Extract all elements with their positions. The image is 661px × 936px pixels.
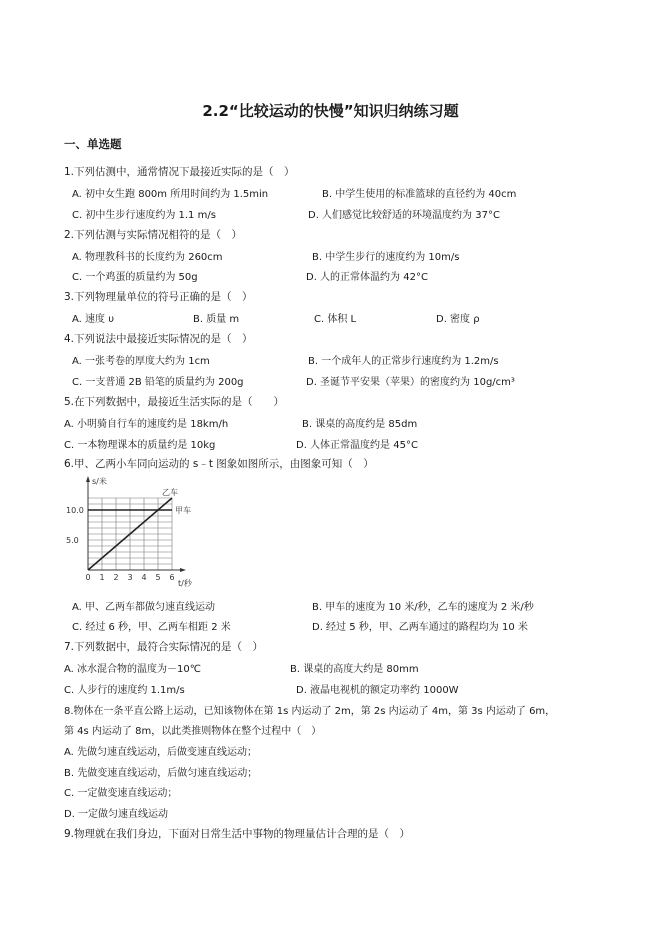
question-stem: 4.下列说法中最接近实际情况的是（ ） xyxy=(64,333,253,345)
option-d: D. 密度 ρ xyxy=(436,314,480,325)
option-d: D. 人的正常体温约为 42°C xyxy=(306,272,428,283)
option-d: D. 圣诞节平安果（苹果）的密度约为 10g/cm³ xyxy=(306,377,515,388)
s-t-graph xyxy=(66,474,216,596)
option-c: C. 人步行的速度约 1.1m/s xyxy=(64,685,185,696)
option-a: A. 速度 υ xyxy=(72,314,114,325)
option-a: A. 一张考卷的厚度大约为 1cm xyxy=(72,356,210,367)
option-b: B. 甲车的速度为 10 米/秒，乙车的速度为 2 米/秒 xyxy=(312,602,534,613)
y-tick-label: 10.0 xyxy=(66,506,84,515)
option-d: D. 人们感觉比较舒适的环境温度约为 37°C xyxy=(308,210,500,221)
y-axis-arrow xyxy=(86,476,90,482)
section-heading: 一、单选题 xyxy=(64,137,122,151)
question-stem: 8.物体在一条平直公路上运动，已知该物体在第 1s 内运动了 2m，第 2s 内运动了 4m，第 3s 内运动了 6m， xyxy=(64,706,556,717)
x-tick-label: 0 xyxy=(85,573,91,582)
question-stem: 9.物理就在我们身边，下面对日常生活中事物的物理量估计合理的是（ ） xyxy=(64,828,411,840)
option-a: A. 物理教科书的长度约为 260cm xyxy=(72,252,223,263)
option-d: D. 经过 5 秒，甲、乙两车通过的路程均为 10 米 xyxy=(312,622,528,633)
option-d: D. 液晶电视机的额定功率约 1000W xyxy=(296,685,459,696)
x-tick-label: 6 xyxy=(169,573,175,582)
option-b: B. 中学生步行的速度约为 10m/s xyxy=(312,252,460,263)
x-axis-arrow xyxy=(180,568,186,572)
question-stem: 5.在下列数据中，最接近生活实际的是（ ） xyxy=(64,396,285,408)
option-b: B. 中学生使用的标准篮球的直径约为 40cm xyxy=(322,189,517,200)
option-a: A. 冰水混合物的温度为－10℃ xyxy=(64,664,201,675)
option-c: C. 一支普通 2B 铅笔的质量约为 200g xyxy=(72,377,244,388)
x-tick-label: 5 xyxy=(155,573,161,582)
series-label: 乙车 xyxy=(162,488,178,497)
option-d: D. 人体正常温度约是 45°C xyxy=(296,440,418,451)
option-c: C. 一定做变速直线运动； xyxy=(64,788,178,799)
option-b: B. 先做变速直线运动，后做匀速直线运动； xyxy=(64,768,258,779)
option-c: C. 一本物理课本的质量约是 10kg xyxy=(64,440,216,451)
option-c: C. 一个鸡蛋的质量约为 50g xyxy=(72,272,198,283)
page-title: 2.2“比较运动的快慢”知识归纳练习题 xyxy=(202,102,459,120)
y-tick-label: 5.0 xyxy=(66,536,79,545)
option-a: A. 初中女生跑 800m 所用时间约为 1.5min xyxy=(72,189,269,200)
option-c: C. 经过 6 秒，甲、乙两车相距 2 米 xyxy=(72,622,231,633)
option-b: B. 课桌的高度大约是 80mm xyxy=(290,664,419,675)
question-stem: 2.下列估测与实际情况相符的是（ ） xyxy=(64,229,243,241)
question-stem: 6.甲、乙两小车同向运动的 s﹣t 图象如图所示，由图象可知（ ） xyxy=(64,458,374,470)
option-a: A. 甲、乙两车都做匀速直线运动 xyxy=(72,602,216,613)
x-tick-label: 2 xyxy=(113,573,119,582)
option-a: A. 小明骑自行车的速度约是 18km/h xyxy=(64,419,229,430)
option-c: C. 初中生步行速度约为 1.1 m/s xyxy=(72,210,216,221)
x-tick-label: 4 xyxy=(141,573,147,582)
option-a: A. 先做匀速直线运动，后做变速直线运动； xyxy=(64,747,258,758)
option-b: B. 一个成年人的正常步行速度约为 1.2m/s xyxy=(308,356,499,367)
option-c: C. 体积 L xyxy=(314,314,357,325)
option-b: B. 课桌的高度约是 85dm xyxy=(302,419,418,430)
option-d: D. 一定做匀速直线运动 xyxy=(64,809,169,820)
x-tick-label: 1 xyxy=(99,573,105,582)
question-stem: 1.下列估测中，通常情况下最接近实际的是（ ） xyxy=(64,166,295,178)
y-axis-label: s/米 xyxy=(92,477,107,486)
question-stem: 3.下列物理量单位的符号正确的是（ ） xyxy=(64,291,253,303)
option-b: B. 质量 m xyxy=(193,314,240,325)
x-axis-label: t/秒 xyxy=(178,579,192,588)
series-label: 甲车 xyxy=(175,506,191,515)
question-stem: 7.下列数据中，最符合实际情况的是（ ） xyxy=(64,641,264,653)
question-stem-continued: 第 4s 内运动了 8m，以此类推则物体在整个过程中（ ） xyxy=(64,726,322,737)
x-tick-label: 3 xyxy=(127,573,133,582)
